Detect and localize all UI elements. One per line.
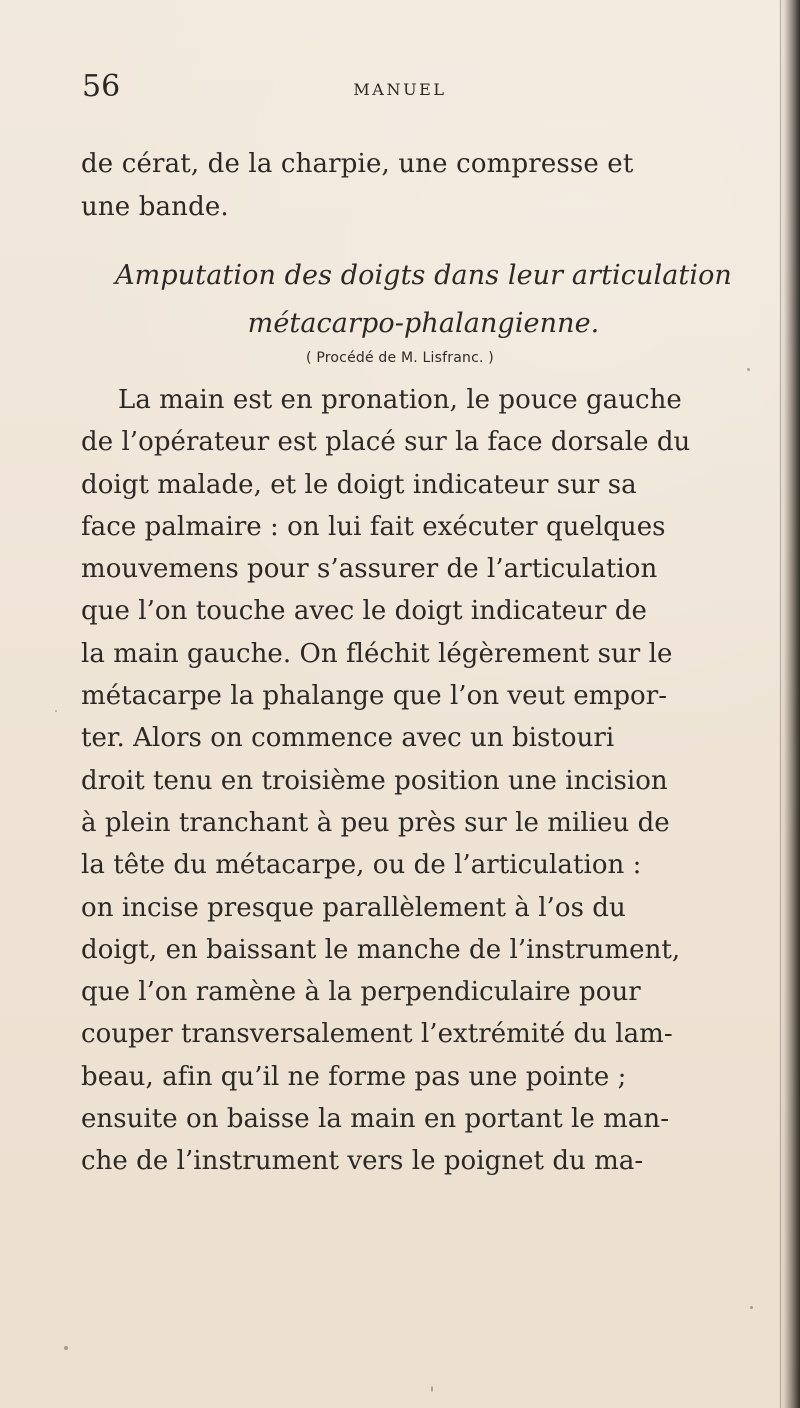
text-line: on incise presque parallèlement à l’os du [81,892,626,923]
text-line: la tête du métacarpe, ou de l’articulation : [81,850,642,881]
text-line: une bande. [81,192,229,222]
text-line: doigt, en baissant le manche de l’instrument, [81,934,681,965]
paper-speck [431,1386,433,1392]
section-subtitle: ( Procédé de M. Lisfranc. ) [306,350,494,366]
text-line: ensuite on baisse la main en portant le man- [81,1104,670,1135]
body-paragraph [81,379,766,1183]
running-head: MANUEL [353,80,447,99]
section-title [81,252,766,348]
text-line: que l’on ramène à la perpendiculaire pour [81,977,641,1008]
text-line: mouvemens pour s’assurer de l’articulation [81,554,658,585]
text-line: che de l’instrument vers le poignet du ma- [81,1146,644,1177]
page-edge-line [780,0,781,1408]
text-line: de cérat, de la charpie, une compresse et [81,149,634,179]
paper-speck [750,1306,753,1309]
paper-speck [64,1346,68,1350]
text-line: face palmaire : on lui fait exécuter quelques [81,511,666,542]
text-line: de l’opérateur est placé sur la face dorsale du [81,427,691,458]
text-line: La main est en pronation, le pouce gauche [118,385,682,415]
page-header [0,70,800,110]
text-line: à plein tranchant à peu près sur le milieu de [81,807,670,838]
section-title-line: métacarpo-phalangienne. [247,308,600,339]
text-line: que l’on touche avec le doigt indicateur de [81,596,647,627]
paper-speck [55,710,57,712]
paper-speck [747,368,750,371]
text-line: la main gauche. On fléchit légèrement sur le [81,638,673,669]
intro-paragraph [81,143,766,229]
page-edge-shadow [778,0,800,1408]
section-title-line: Amputation des doigts dans leur articulation [115,260,732,291]
text-line: droit tenu en troisième position une incision [81,765,668,796]
text-line: couper transversalement l’extrémité du lam- [81,1019,673,1050]
text-line: doigt malade, et le doigt indicateur sur sa [81,469,637,500]
page-number: 56 [82,69,121,104]
text-line: métacarpe la phalange que l’on veut empor- [81,681,668,712]
text-line: ter. Alors on commence avec un bistouri [81,723,615,754]
text-line: beau, afin qu’il ne forme pas une pointe ; [81,1061,627,1092]
